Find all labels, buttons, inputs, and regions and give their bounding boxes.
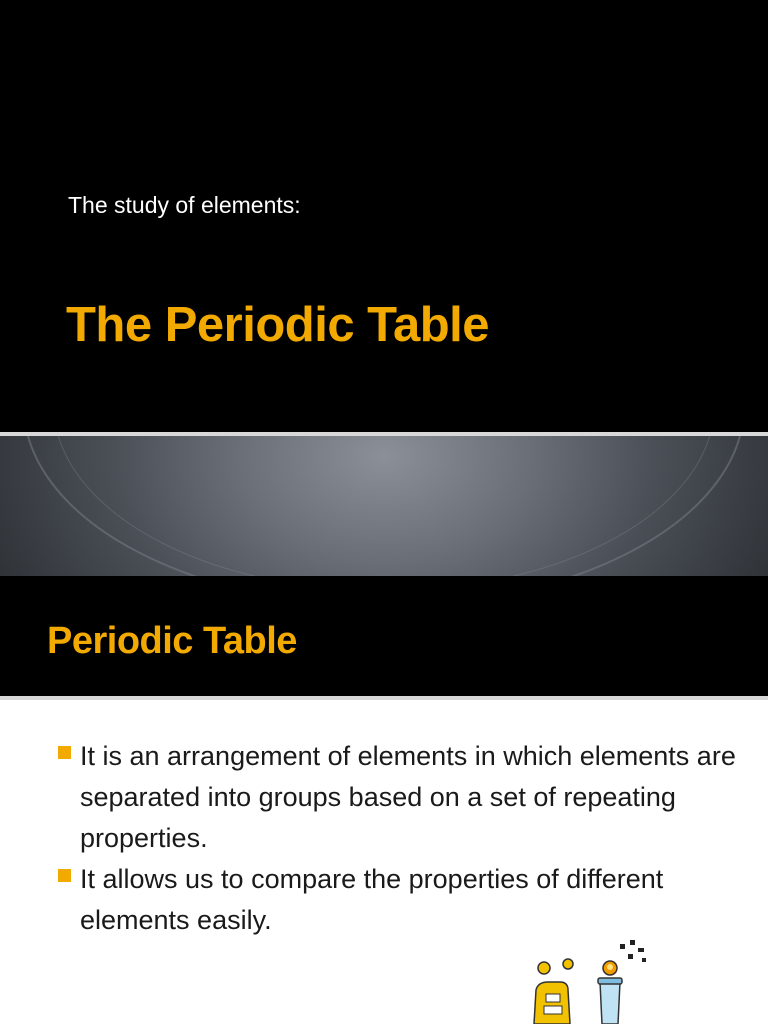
bullet-item (58, 859, 748, 941)
title-slide (0, 0, 768, 432)
bullet-text: It is an arrangement of elements in which elements are separated into groups based on a set of repeating properties. (80, 741, 736, 853)
decorative-arc (0, 436, 768, 576)
slide-heading: Periodic Table (47, 620, 297, 662)
bullet-square-icon (58, 746, 71, 759)
chemistry-test-tube-icon (524, 938, 654, 1024)
bullet-text: It allows us to compare the properties of different elements easily. (80, 864, 664, 935)
slide-subtitle: The study of elements: (68, 192, 301, 218)
bullet-item (58, 736, 748, 859)
bullet-list (58, 736, 748, 941)
bullet-square-icon (58, 869, 71, 882)
slide-divider (0, 696, 768, 700)
slide-title: The Periodic Table (66, 298, 490, 352)
gradient-band (0, 436, 768, 576)
